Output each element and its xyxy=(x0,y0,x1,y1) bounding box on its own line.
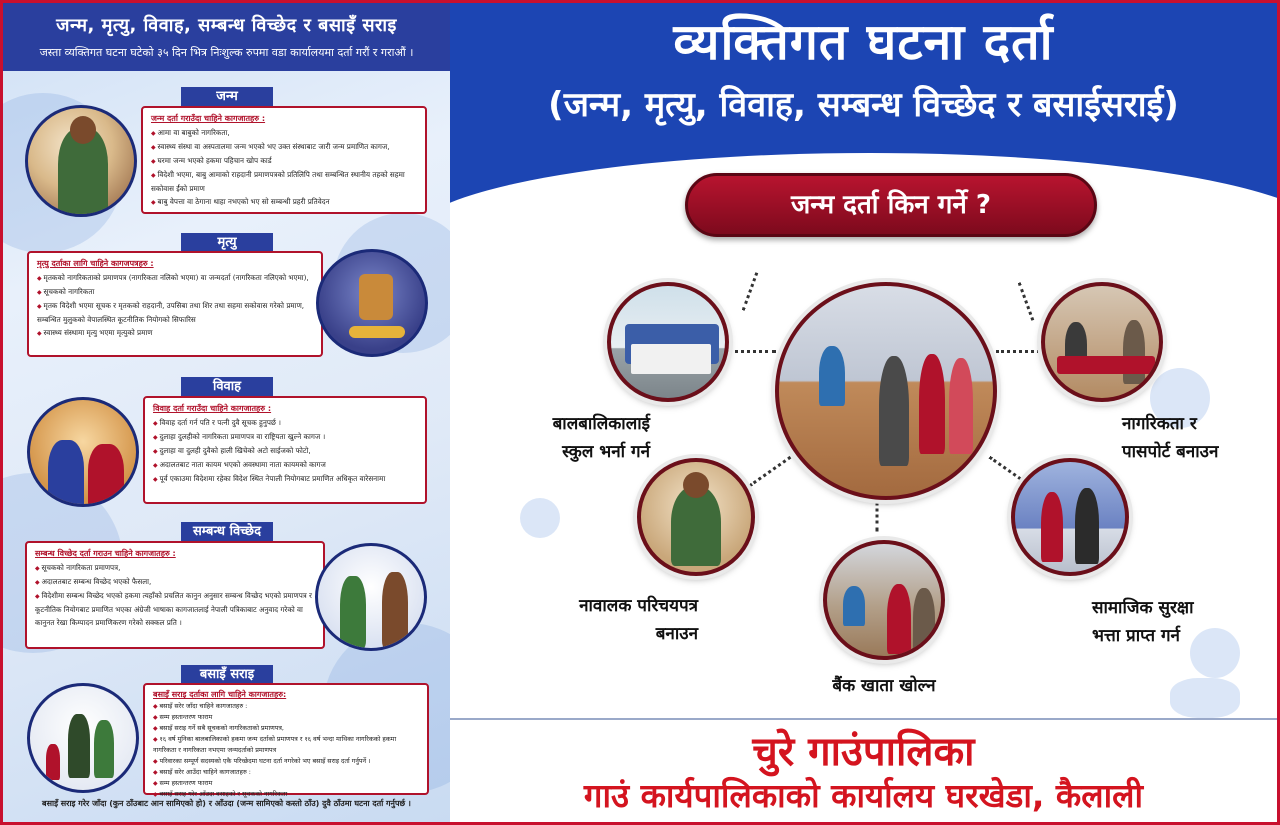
card-marriage xyxy=(143,396,427,504)
divorce-couple-illustration xyxy=(315,543,427,651)
list-item: ◆ बसाइँ सरेर जाँदा चाहिने कागजातहरु : xyxy=(153,701,419,712)
deco-dot xyxy=(1170,678,1240,718)
section-label-marriage: विवाह xyxy=(181,377,273,397)
citizenship-office-illustration xyxy=(1041,282,1163,402)
list-item: ◆ पूर्व एकाउमा विदेशमा रहेका विदेश स्थित नेपाली नियोगबाट प्रमाणित अधिकृत वारेसनामा xyxy=(153,472,417,486)
migration-footer-note: बसाइँ सराइ गरेर जाँदा (कुन ठाँउबाट आन सामिएको हो) र आँउदा (जन्म सामिएको कस्तो ठाँउ) दुवै ठाँउमा घटना दर्ता गर्नुपर्छ । xyxy=(42,799,411,808)
section-label-migration: बसाइँ सराइ xyxy=(181,665,273,685)
section-label-death: मृत्यु xyxy=(181,233,273,253)
benefit-citizenship-label: नागरिकता र पासपोर्ट बनाउन xyxy=(1122,414,1219,462)
list-item: ◆ बसाइँ सराइ गर्ने सबै सूचकको नागरिकताको प्रमाणपत्र, xyxy=(153,723,419,734)
connector-dots xyxy=(728,350,776,353)
mother-child-illustration xyxy=(25,105,137,217)
list-item: ◆ १६ वर्ष मुनिका बालबालिकाको हकमा जन्म दर्ताको प्रमाणपत्र र १६ वर्ष भन्दा माथिका नागरिकको हकमा नागरिकता र नागरिकता नभएमा जन्मदर्ताको प्रमाणपत्र xyxy=(153,734,419,756)
memorial-portrait-illustration xyxy=(316,249,428,357)
migrating-family-illustration xyxy=(27,683,139,793)
list-item: ◆ सम्म हस्तान्तरण फाराम xyxy=(153,712,419,723)
bank-counter-illustration xyxy=(823,540,945,660)
list-item: ◆ सूचकको नागरिकता प्रमाणपत्र, xyxy=(35,561,315,575)
main-title: व्यक्तिगत घटना दर्ता xyxy=(673,13,1054,71)
office-counter-illustration xyxy=(775,282,997,500)
office-address: गाउं कार्यपालिकाको कार्यालय घरखेडा, कैलाली xyxy=(583,776,1144,815)
list-item: ◆ अदालतबाट नाता कायम भएको अवस्थामा नाता कायमको कागज xyxy=(153,458,417,472)
list-item: ◆ सूचकको नागरिकता xyxy=(37,285,313,299)
list-item: ◆ दुलाहा वा दुलही दुवैको हाली खिचेको अटो साईजको फोटो, xyxy=(153,444,417,458)
footer-separator xyxy=(450,718,1277,720)
list-item: ◆ अदालतबाट सम्बन्ध विच्छेद भएको फैसला, xyxy=(35,575,315,589)
card-migration xyxy=(143,683,429,798)
list-item: ◆ आमा वा बाबुको नागरिकता, xyxy=(151,126,417,140)
municipality-name: चुरे गाउंपालिका xyxy=(752,729,975,775)
left-panel xyxy=(3,3,450,822)
benefit-bank-label: बैंक खाता खोल्न xyxy=(832,676,936,696)
card-birth xyxy=(141,106,427,214)
list-item: ◆ मृतक विदेशी भएमा सूचक र मृतकको राहदानी, उपसिबा तथा शिर तथा सहमा सकोवास गरेको प्रमाण, सम्बन्धित मुलुकको वेपालस्थित कूटनीतिक नियोगको सिफारिस xyxy=(37,299,313,326)
benefit-minor-id-label: नावालक परिचयपत्र बनाउन xyxy=(579,596,698,644)
left-header xyxy=(3,3,450,71)
card-death xyxy=(27,251,323,357)
list-item: ◆ बाबु वेपत्ता वा ठेगाना थाहा नभएको भए सो सम्बन्धी प्रहरी प्रतिवेदन xyxy=(151,195,417,209)
left-title: जन्म, मृत्यु, विवाह, सम्बन्ध विच्छेद र बसाइँ सराइ xyxy=(56,15,397,36)
benefit-school-label: बालबालिकालाई स्कुल भर्ना गर्न xyxy=(552,414,650,462)
list-item: ◆ मृतकको नागरिकताको प्रमाणपत्र (नागरिकता नलिको भएमा) वा जन्मदर्ता (नागरिकता नलिएको भएमा), xyxy=(37,271,313,285)
list-item: ◆ विदेशी भएमा, बाबु आमाको राहदानी प्रमाणपत्रको प्रतिलिपि तथा सम्बन्धित स्थानीय तहको सहमा सकोवास र्ईको प्रमाण xyxy=(151,168,417,195)
card-heading: विवाह दर्ता गराउँदा चाहिने कागजातहरु : xyxy=(153,404,272,413)
why-register-banner: जन्म दर्ता किन गर्ने ? xyxy=(685,173,1097,237)
list-item: ◆ विदेशीमा सम्बन्ध विच्छेद भएको हकमा त्यहाँको प्रचलित कानुन अनुसार सम्बन्ध विच्छेद भएको प्रमाणपत्र र कूटनीतिक नियोगबाट प्रमाणित भएका अंग्रेजी भाषाका कागजातलाई नेपाली पत्रिकाबाट अनुवाद गरेको वा कानुनत रेखा किम्पादन प्रमाणिकरण गरेको सक्कल प्रति । xyxy=(35,589,315,629)
list-item: ◆ स्वास्थ्य संस्था वा अस्पतालमा जन्म भएको भए उक्त संस्थाबाट जारी जन्म प्रमाणित कागज, xyxy=(151,140,417,154)
section-label-birth: जन्म xyxy=(181,87,273,107)
list-item: ◆ सम्म हस्तान्तरण फाराम xyxy=(153,778,419,789)
list-item: ◆ स्वास्थ्य संस्थामा मृत्यु भएमा मृत्युको प्रमाण xyxy=(37,326,313,340)
card-heading: मृत्यु दर्ताका लागि चाहिने कागजपत्रहरु : xyxy=(37,259,154,268)
list-item: ◆ परिवारका सम्पूर्ण सदस्यको एकै परिच्छेदमा घटना दर्ता नगरेको भए बसाइँ सराइ दर्ता गर्नुपर्ने । xyxy=(153,756,419,767)
connector-dots xyxy=(876,502,879,532)
school-building-illustration xyxy=(607,282,729,402)
section-label-divorce: सम्बन्ध विच्छेद xyxy=(181,522,273,542)
benefit-social-security-label: सामाजिक सुरक्षा भत्ता प्राप्त गर्न xyxy=(1092,598,1194,646)
minor-id-illustration xyxy=(637,458,755,576)
card-heading: सम्बन्ध विच्छेद दर्ता गराउन चाहिने कागजातहरु : xyxy=(35,549,176,558)
card-heading: जन्म दर्ता गराउँदा चाहिने कागजातहरु : xyxy=(151,114,266,123)
card-divorce xyxy=(25,541,325,649)
list-item: ◆ घरमा जन्म भएको हकमा पहिचान खोप कार्ड xyxy=(151,154,417,168)
connector-dots xyxy=(996,350,1040,353)
list-item: ◆ बसाइँ सरेर आउँदा चाहिने कागजातहरु : xyxy=(153,767,419,778)
married-couple-illustration xyxy=(27,397,139,507)
main-subtitle: (जन्म, मृत्यु, विवाह, सम्बन्ध विच्छेद र बसाईसराई) xyxy=(548,85,1179,125)
list-item: ◆ दुलाहा दुलहीको नागरिकता प्रमाणपत्र वा राष्ट्रियता खुल्ने कागज । xyxy=(153,430,417,444)
list-item: ◆ बसाइँ सराइ गरेर आँउदा बसाइको र सूचकको नागरिकता xyxy=(153,789,419,800)
card-heading: बसाइँ सराइ दर्ताका लागि चाहिने कागजातहरु: xyxy=(153,690,287,699)
list-item: ◆ विवाह दर्ता गर्न पति र पत्नी दुवै सूचक हुनुपर्छ । xyxy=(153,416,417,430)
left-subtitle: जस्ता व्यक्तिगत घटना घटेको ३५ दिन भित्र निःशुल्क रुपमा वडा कार्यालयमा दर्ता गरौं र गराऔं । xyxy=(39,46,414,59)
deco-dot xyxy=(520,498,560,538)
social-security-illustration xyxy=(1011,458,1129,576)
